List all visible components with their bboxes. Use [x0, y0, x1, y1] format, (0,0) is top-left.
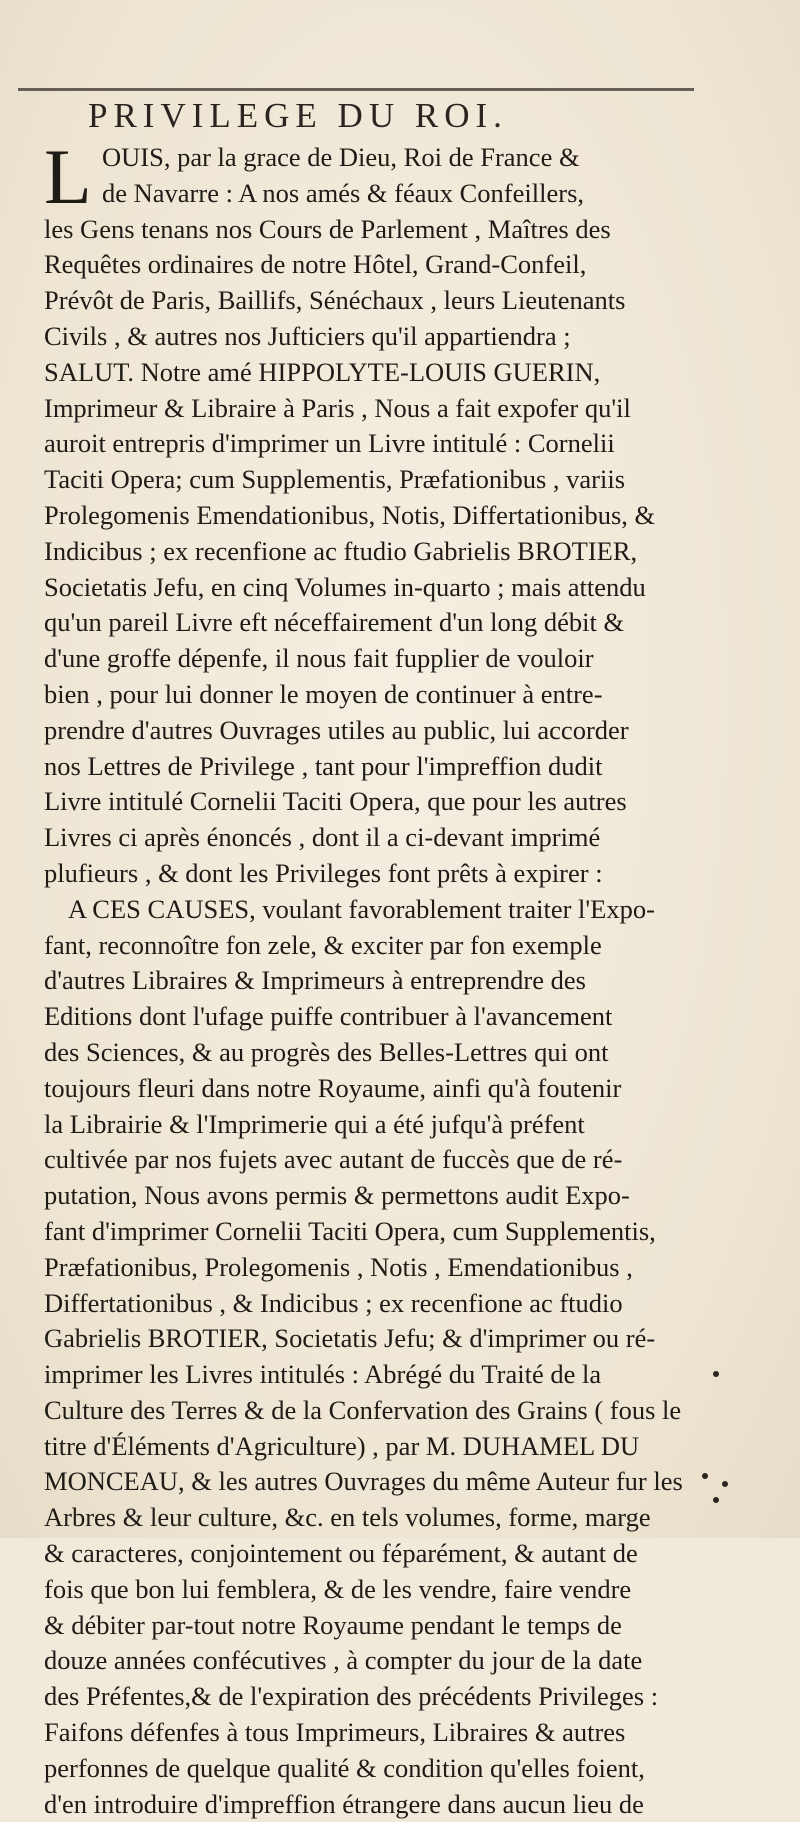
text-line: Prévôt de Paris, Baillifs, Sénéchaux , leurs Lieutenants [44, 285, 626, 316]
text-line: qu'un pareil Livre eft néceffairement d'un long débit & [44, 607, 625, 638]
text-line: des Sciences, & au progrès des Belles-Lettres qui ont [44, 1036, 609, 1067]
text-line: de Navarre : A nos amés & féaux Confeillers, [102, 177, 585, 208]
text-line: Præfationibus, Prolegomenis , Notis , Emendationibus , [44, 1251, 633, 1282]
text-line: Gabrielis BROTIER, Societatis Jefu; & d'imprimer ou ré- [44, 1323, 656, 1354]
text-line: putation, Nous avons permis & permettons audit Expo- [44, 1180, 630, 1211]
text-line: Livre intitulé Cornelii Taciti Opera, que pour les autres [44, 786, 627, 817]
text-line: & débiter par-tout notre Royaume pendant le temps de [44, 1609, 622, 1640]
header-rule [18, 88, 694, 91]
text-line: Differtationibus , & Indicibus ; ex recenfione ac ftudio [44, 1287, 623, 1318]
text-line: SALUT. Notre amé HIPPOLYTE-LOUIS GUERIN, [44, 356, 601, 387]
text-line: Imprimeur & Libraire à Paris , Nous a fait expofer qu'il [44, 392, 631, 423]
text-line: Taciti Opera; cum Supplementis, Præfationibus , variis [44, 464, 626, 495]
text-line: prendre d'autres Ouvrages utiles au public, lui accorder [44, 714, 629, 745]
text-line: & caracteres, conjointement ou féparément, & autant de [44, 1538, 638, 1569]
text-line: titre d'Éléments d'Agriculture) , par M. DUHAMEL DU [44, 1430, 640, 1461]
body-text [44, 133, 764, 1822]
text-line: Prolegomenis Emendationibus, Notis, Differtationibus, & [44, 499, 656, 530]
text-line: imprimer les Livres intitulés : Abrégé du Traité de la [44, 1359, 602, 1390]
text-line: fant, reconnoître fon zele, & exciter par fon exemple [44, 929, 602, 960]
text-line: Societatis Jefu, en cinq Volumes in-quarto ; mais attendu [44, 571, 646, 602]
text-line: OUIS, par la grace de Dieu, Roi de France & [102, 142, 580, 172]
text-line: d'en introduire d'impreffion étrangere dans aucun lieu de [44, 1788, 644, 1819]
text-line: Requêtes ordinaires de notre Hôtel, Grand-Confeil, [44, 249, 587, 280]
text-line: la Librairie & l'Imprimerie qui a été jufqu'à préfent [44, 1108, 585, 1139]
text-line: fant d'imprimer Cornelii Taciti Opera, cum Supplementis, [44, 1215, 656, 1246]
text-line: nos Lettres de Privilege , tant pour l'impreffion dudit [44, 750, 603, 781]
text-line: auroit entrepris d'imprimer un Livre intitulé : Cornelii [44, 428, 615, 459]
text-line: d'autres Libraires & Imprimeurs à entreprendre des [44, 965, 586, 996]
text-line: A CES CAUSES, voulant favorablement traiter l'Expo- [68, 893, 655, 924]
text-line: Culture des Terres & de la Confervation des Grains ( fous le [44, 1394, 682, 1425]
text-line: des Préfentes,& de l'expiration des précédents Privileges : [44, 1681, 659, 1712]
text-line: Civils , & autres nos Jufticiers qu'il appartiendra ; [44, 320, 571, 351]
text-line: bien , pour lui donner le moyen de continuer à entre- [44, 678, 603, 709]
text-line: douze années confécutives , à compter du jour de la date [44, 1645, 643, 1676]
text-line: MONCEAU, & les autres Ouvrages du même Auteur fur les [44, 1466, 683, 1497]
text-line: plufieurs , & dont les Privileges font prêts à expirer : [44, 857, 603, 888]
drop-cap: L [44, 133, 92, 220]
text-line: Faifons défenfes à tous Imprimeurs, Libraires & autres [44, 1717, 626, 1748]
text-line: toujours fleuri dans notre Royaume, ainfi qu'à foutenir [44, 1072, 622, 1103]
page-title: PRIVILEGE DU ROI. [88, 96, 508, 135]
text-line: fois que bon lui femblera, & de les vendre, faire vendre [44, 1573, 632, 1604]
text-line: perfonnes de quelque qualité & condition qu'elles foient, [44, 1752, 645, 1783]
text-line: Editions dont l'ufage puiffe contribuer à l'avancement [44, 1001, 613, 1032]
text-line: cultivée par nos fujets avec autant de fuccès que de ré- [44, 1144, 623, 1175]
text-line: Arbres & leur culture, &c. en tels volumes, forme, marge [44, 1502, 651, 1533]
text-line: Livres ci après énoncés , dont il a ci-devant imprimé [44, 822, 601, 853]
text-line: les Gens tenans nos Cours de Parlement , Maîtres des [44, 213, 611, 244]
text-line: d'une groffe dépenfe, il nous fait fupplier de vouloir [44, 643, 594, 674]
text-line: Indicibus ; ex recenfione ac ftudio Gabrielis BROTIER, [44, 535, 638, 566]
